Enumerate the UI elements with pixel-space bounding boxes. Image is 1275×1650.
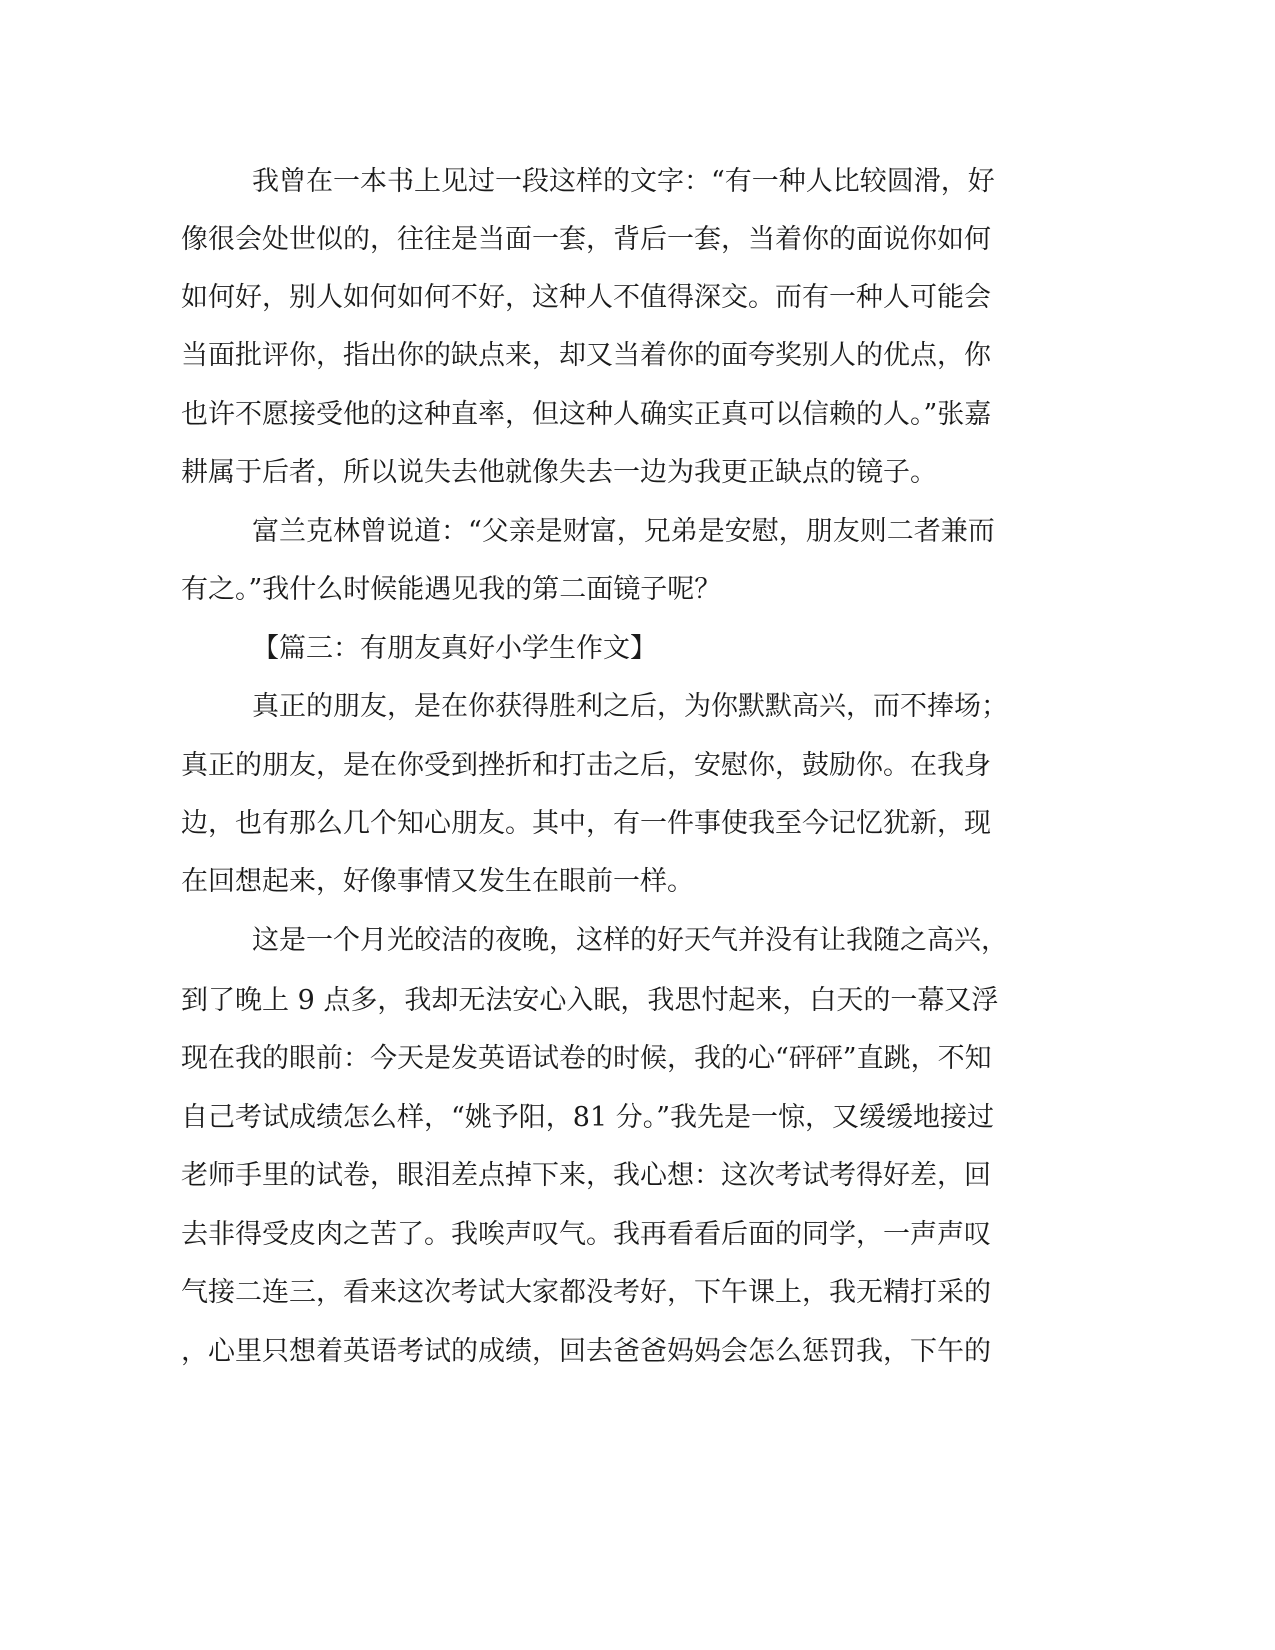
text-line: 也许不愿接受他的这种直率，但这种人确实正真可以信赖的人。”张嘉 xyxy=(181,399,992,430)
text-line: 如何好，别人如何如何不好，这种人不值得深交。而有一种人可能会 xyxy=(181,282,991,313)
text-line: 我曾在一本书上见过一段这样的文字：“有一种人比较圆滑，好 xyxy=(252,166,995,197)
text-line: ，心里只想着英语考试的成绩，回去爸爸妈妈会怎么惩罚我，下午的 xyxy=(181,1336,991,1367)
text-line: 耕属于后者，所以说失去他就像失去一边为我更正缺点的镜子。 xyxy=(181,457,937,488)
text-line: 到了晚上 9 点多，我却无法安心入眠，我思忖起来，白天的一幕又浮 xyxy=(181,985,999,1016)
text-line: 像很会处世似的，往往是当面一套，背后一套，当着你的面说你如何 xyxy=(181,224,991,255)
section-heading: 【篇三：有朋友真好小学生作文】 xyxy=(252,633,657,664)
text-line: 自己考试成绩怎么样，“姚予阳，81 分。”我先是一惊，又缓缓地接过 xyxy=(181,1102,995,1133)
text-line: 去非得受皮肉之苦了。我唉声叹气。我再看看后面的同学，一声声叹 xyxy=(181,1219,991,1250)
text-line: 气接二连三，看来这次考试大家都没考好，下午课上，我无精打采的 xyxy=(181,1277,991,1308)
text-line: 真正的朋友，是在你获得胜利之后，为你默默高兴，而不捧场； xyxy=(252,691,1008,722)
text-line: 现在我的眼前：今天是发英语试卷的时候，我的心“砰砰”直跳，不知 xyxy=(181,1043,992,1074)
text-line: 这是一个月光皎洁的夜晚，这样的好天气并没有让我随之高兴， xyxy=(252,925,1008,956)
text-line: 老师手里的试卷，眼泪差点掉下来，我心想：这次考试考得好差，回 xyxy=(181,1160,991,1191)
text-line: 真正的朋友，是在你受到挫折和打击之后，安慰你，鼓励你。在我身 xyxy=(181,750,991,781)
text-line: 在回想起来，好像事情又发生在眼前一样。 xyxy=(181,866,694,897)
text-line: 边，也有那么几个知心朋友。其中，有一件事使我至今记忆犹新，现 xyxy=(181,808,991,839)
text-line: 富兰克林曾说道：“父亲是财富，兄弟是安慰，朋友则二者兼而 xyxy=(252,516,995,547)
text-line: 当面批评你，指出你的缺点来，却又当着你的面夸奖别人的优点，你 xyxy=(181,340,991,371)
text-line: 有之。”我什么时候能遇见我的第二面镜子呢？ xyxy=(181,574,722,605)
